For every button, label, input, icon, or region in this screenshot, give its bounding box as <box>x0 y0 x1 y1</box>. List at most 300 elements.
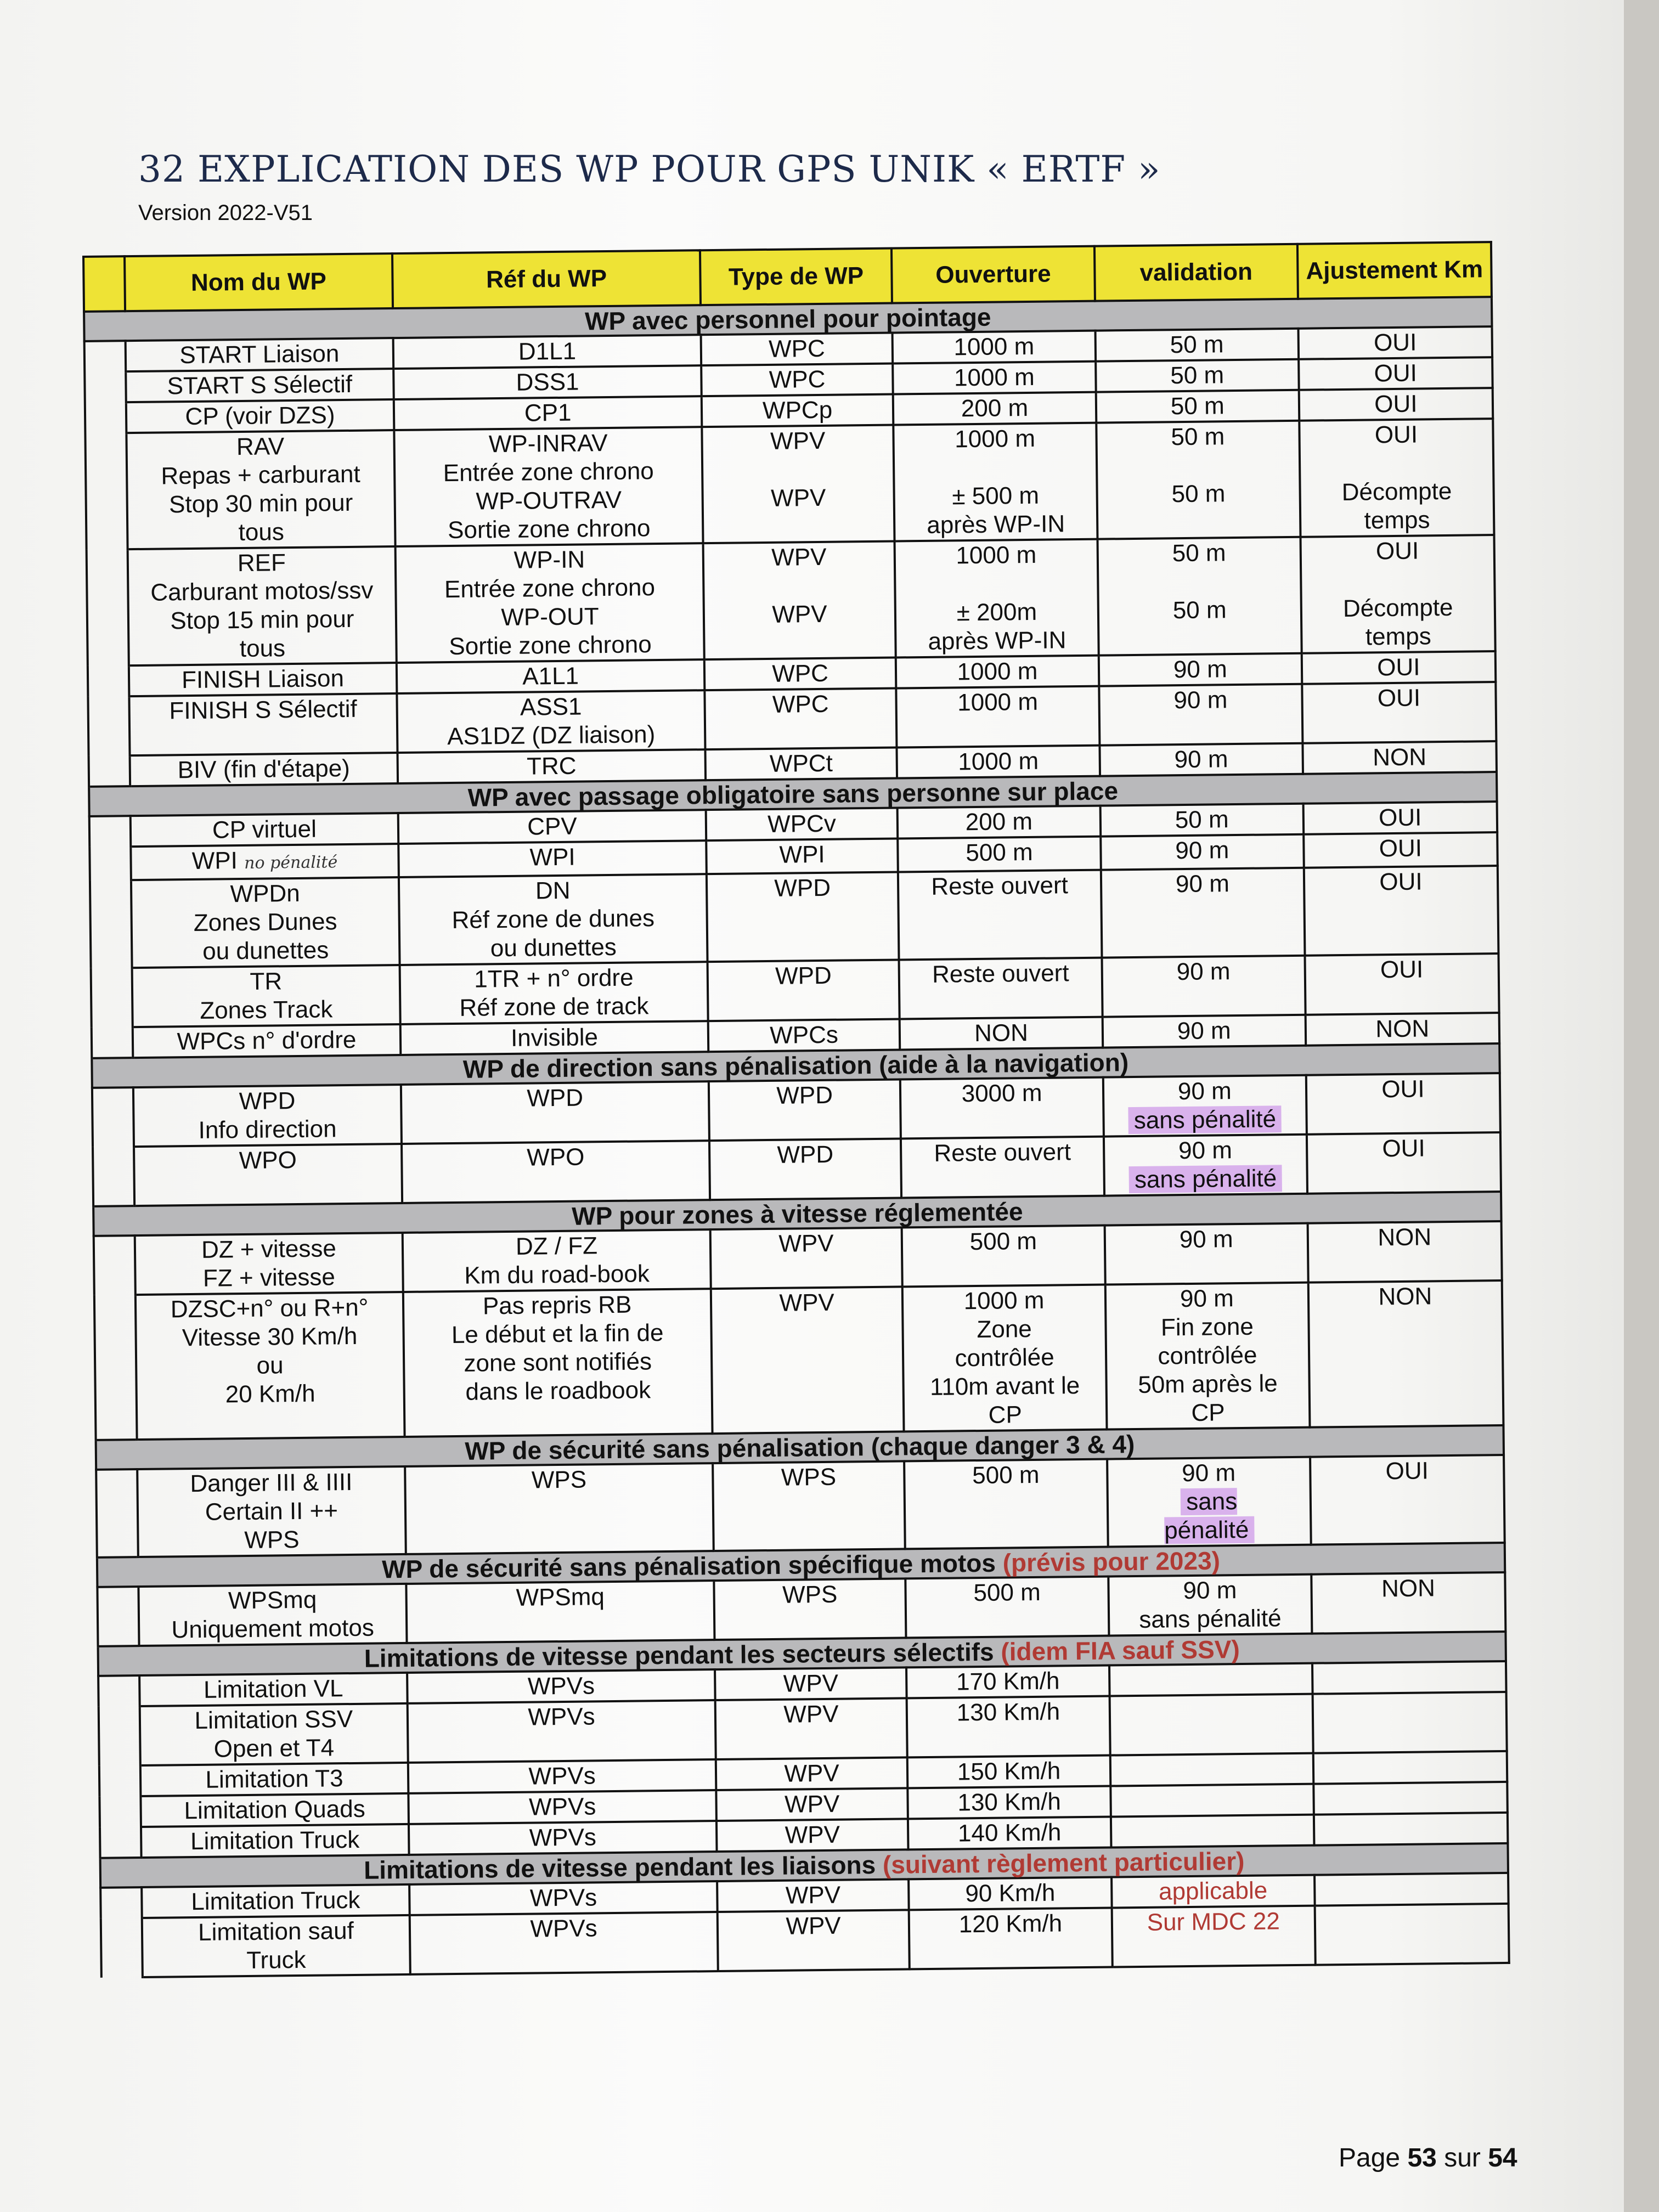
table-cell <box>908 1817 1111 1850</box>
cell-value: WPV <box>778 1229 834 1257</box>
table-cell <box>706 838 898 874</box>
table-cell <box>906 1666 1109 1699</box>
table-cell <box>1110 1753 1313 1786</box>
footer-total-pages: 54 <box>1488 2143 1517 2172</box>
cell-value: OUI <box>1373 329 1417 357</box>
row-gutter <box>85 402 126 433</box>
cell-value: Sur MDC 22 <box>1147 1908 1280 1936</box>
table-cell <box>1111 1815 1314 1848</box>
cell-value: 50 m 50 m <box>1172 539 1227 624</box>
document-version: Version 2022-V51 <box>138 201 313 225</box>
cell-value: WPO <box>527 1143 585 1171</box>
table-cell <box>898 837 1101 872</box>
cell-value: NON <box>1381 1575 1436 1602</box>
table-cell <box>1305 1013 1499 1046</box>
row-gutter <box>99 1765 140 1797</box>
cell-value: WPV WPV <box>770 427 826 512</box>
wp-table <box>82 241 1510 1979</box>
table-cell <box>896 656 1099 689</box>
cell-value: applicable <box>1158 1877 1268 1905</box>
row-gutter <box>92 1087 134 1147</box>
table-cell <box>1307 1221 1502 1283</box>
cell-value: 90 m Fin zone contrôlée 50m après le CP <box>1138 1285 1278 1426</box>
cell-value: CP virtuel <box>212 815 317 844</box>
section-title: WP de direction sans pénalisation (aide à la navigation) <box>462 1048 1129 1084</box>
cell-value: Limitation Truck <box>190 1826 360 1855</box>
table-cell <box>398 749 706 783</box>
cell-value: 90 m <box>1175 870 1230 898</box>
table-cell <box>1302 741 1497 774</box>
cell-value: 90 Km/h <box>965 1879 1056 1908</box>
row-gutter <box>97 1587 139 1646</box>
cell-value: WPDn Zones Dunes ou dunettes <box>193 879 337 965</box>
table-cell <box>140 1763 409 1796</box>
table-cell <box>397 690 705 753</box>
table-cell <box>900 1077 1104 1139</box>
table-body <box>84 297 1509 1978</box>
cell-value: NON <box>974 1019 1029 1047</box>
table-cell <box>907 1756 1110 1788</box>
header-cell: validation <box>1094 244 1298 301</box>
cell-value: WPO <box>239 1146 297 1175</box>
cell-value: 90 m sans pénalité <box>1139 1577 1282 1633</box>
table-cell <box>893 423 1097 541</box>
row-gutter <box>89 847 131 881</box>
cell-value: 90 m <box>1182 1459 1236 1487</box>
cell-value: OUI <box>1379 868 1423 896</box>
cell-value: 90 m <box>1177 1077 1232 1105</box>
cell-value: Reste ouvert <box>934 1138 1071 1167</box>
table-cell <box>702 425 894 544</box>
table-cell <box>716 1788 908 1821</box>
table-cell <box>1299 388 1493 421</box>
cell-value: 90 m <box>1179 1226 1233 1254</box>
table-cell <box>1097 537 1301 656</box>
table-cell <box>1095 329 1298 362</box>
table-cell <box>398 840 707 877</box>
cell-value: START S Sélectif <box>167 370 353 400</box>
table-cell <box>140 1793 409 1827</box>
table-cell <box>716 1757 908 1790</box>
cell-value: BIV (fin d'étape) <box>177 754 351 784</box>
cell-value: OUI <box>1376 653 1420 681</box>
table-cell <box>1312 1661 1506 1694</box>
table-cell <box>907 1696 1110 1758</box>
table-cell <box>403 1289 713 1437</box>
page-footer <box>1339 2143 1517 2173</box>
table-cell <box>393 365 702 399</box>
row-gutter <box>87 549 129 666</box>
cell-value: WPS <box>781 1463 837 1491</box>
cell-value: 200 m <box>965 808 1033 836</box>
table-cell <box>1304 866 1499 956</box>
cell-value: WPV <box>784 1790 840 1818</box>
table-cell <box>718 1910 910 1971</box>
table-cell <box>142 1884 410 1918</box>
table-cell <box>909 1877 1111 1910</box>
table-cell <box>1308 1280 1503 1427</box>
cell-value: 1000 m ± 500 m après WP-IN <box>927 425 1065 539</box>
cell-value: WPI <box>779 840 825 868</box>
table-cell <box>1303 802 1497 834</box>
table-cell <box>1310 1455 1505 1545</box>
table-cell <box>709 1079 901 1141</box>
cell-value: WPCp <box>762 396 833 425</box>
table-cell <box>407 1669 715 1703</box>
table-cell <box>399 874 708 965</box>
cell-value: WPVs <box>529 1884 597 1912</box>
table-cell <box>898 870 1102 960</box>
section-title: Limitations de vitesse pendant les liaisons <box>363 1850 876 1884</box>
cell-value: WPC <box>772 659 829 687</box>
cell-value: 130 Km/h <box>956 1698 1060 1726</box>
table-cell <box>1299 357 1493 390</box>
cell-value: OUI <box>1374 390 1418 418</box>
cell-value: TRC <box>526 752 577 780</box>
table-cell <box>716 1819 909 1852</box>
highlighted-remark: sans pénalité <box>1128 1105 1282 1134</box>
cell-value: OUI <box>1378 804 1422 832</box>
cell-value: CP1 <box>524 399 572 427</box>
cell-value: OUI <box>1374 359 1418 387</box>
cell-value: WP-IN Entrée zone chrono WP-OUT Sortie zone chrono <box>444 546 656 661</box>
cell-value: CP (voir DZS) <box>185 402 335 431</box>
cell-value: OUI <box>1380 956 1424 984</box>
table-cell <box>400 1021 709 1055</box>
table-cell <box>396 543 704 663</box>
table-cell <box>394 427 703 546</box>
cell-value: TR Zones Track <box>200 968 333 1024</box>
table-cell <box>1313 1782 1508 1815</box>
table-cell <box>126 430 395 549</box>
table-row <box>85 419 1494 550</box>
header-cell: Type de WP <box>700 249 892 306</box>
cell-value: WPD <box>527 1084 584 1112</box>
cell-value: 120 Km/h <box>958 1910 1063 1938</box>
cell-value: WPCs n° d'ordre <box>177 1026 357 1056</box>
cell-value: DZ / FZ Km du road-book <box>464 1232 650 1289</box>
cell-value: WPCs <box>769 1021 839 1049</box>
table-cell <box>126 369 394 402</box>
table-cell <box>403 1229 711 1292</box>
table-cell <box>1099 684 1302 746</box>
cell-value: Limitation SSV Open et T4 <box>194 1705 353 1763</box>
table-cell <box>135 1233 403 1295</box>
table-cell <box>405 1463 714 1554</box>
cell-value: WPVs <box>527 1672 595 1700</box>
table-cell <box>1099 743 1302 776</box>
section-note: (prévis pour 2023) <box>1002 1546 1221 1577</box>
cell-value: FINISH Liaison <box>181 665 345 694</box>
table-cell <box>714 1578 906 1640</box>
table-cell <box>1314 1813 1508 1846</box>
cell-value: WPSmq <box>516 1583 605 1611</box>
row-gutter <box>99 1706 140 1766</box>
cell-value: WPVs <box>529 1824 597 1852</box>
footer-page-label: Page <box>1339 2143 1401 2172</box>
table-cell <box>1107 1457 1311 1547</box>
cell-value: NON <box>1378 1223 1432 1251</box>
row-gutter <box>88 665 129 697</box>
header-cell: Ajustement Km <box>1297 242 1492 299</box>
table-cell <box>1096 390 1299 423</box>
table-cell <box>1103 1015 1306 1048</box>
row-gutter <box>94 1295 137 1440</box>
table-cell <box>706 808 898 840</box>
cell-value: WPV <box>785 1821 840 1849</box>
table-cell <box>703 541 896 660</box>
table-cell <box>410 1912 718 1974</box>
row-gutter <box>101 1918 143 1978</box>
table-cell <box>136 1292 405 1440</box>
table-cell <box>139 1673 408 1706</box>
table-cell <box>401 1081 709 1144</box>
section-note: (suivant règlement particulier) <box>882 1846 1245 1879</box>
cell-value: 150 Km/h <box>957 1757 1061 1786</box>
table-cell <box>1311 1572 1505 1634</box>
cell-value: WPD Info direction <box>198 1087 337 1144</box>
table-cell <box>1313 1751 1507 1784</box>
cell-value: WPV <box>783 1700 839 1728</box>
table-cell <box>408 1759 716 1793</box>
cell-value: CPV <box>527 812 577 840</box>
table-cell <box>1301 651 1496 684</box>
table-cell <box>130 813 398 847</box>
table-cell <box>1112 1906 1316 1967</box>
cell-value: WPC <box>769 365 826 393</box>
table-cell <box>1099 653 1302 686</box>
table-cell <box>709 1138 901 1200</box>
table-row <box>87 535 1496 666</box>
table-cell <box>706 748 898 781</box>
table-cell <box>1300 535 1495 653</box>
cell-value: WPD <box>776 1081 833 1109</box>
row-gutter <box>99 1796 140 1827</box>
table-cell <box>710 1227 902 1289</box>
cell-value: 170 Km/h <box>956 1667 1060 1696</box>
table-cell <box>895 539 1099 658</box>
table-row <box>90 866 1499 968</box>
cell-value: 1000 m <box>957 688 1039 716</box>
cell-value: 50 m <box>1170 392 1224 420</box>
cell-value: OUI Décompte temps <box>1341 421 1452 534</box>
row-gutter <box>96 1469 138 1558</box>
table-cell <box>131 877 400 968</box>
table-cell <box>409 1821 717 1855</box>
table-cell <box>1312 1692 1506 1753</box>
table-cell <box>137 1466 406 1557</box>
cell-value: WPVs <box>528 1762 596 1790</box>
row-gutter <box>92 1027 133 1058</box>
table-cell <box>704 658 896 691</box>
table-cell <box>125 338 393 371</box>
cell-value: WPVs <box>528 1703 595 1731</box>
table-cell <box>704 689 896 750</box>
cell-value: WPC <box>772 690 829 718</box>
table-cell <box>1104 1135 1307 1196</box>
cell-value: OUI <box>1385 1457 1429 1485</box>
table-cell <box>905 1577 1109 1638</box>
table-cell <box>132 965 400 1027</box>
table-cell <box>134 1144 402 1206</box>
cell-value: WPV <box>786 1912 841 1940</box>
row-gutter <box>100 1887 142 1918</box>
cell-value: ASS1 AS1DZ (DZ liaison) <box>447 693 656 751</box>
row-gutter <box>89 816 131 847</box>
table-cell <box>408 1790 716 1824</box>
cell-value: Limitation VL <box>203 1675 343 1703</box>
cell-value: WPS <box>531 1466 587 1494</box>
table-cell <box>1299 419 1494 537</box>
table-cell <box>1096 359 1299 392</box>
wp-table-wrapper <box>82 241 1511 2055</box>
cell-value: 1000 m <box>957 657 1038 686</box>
table-cell <box>1306 1073 1500 1135</box>
table-cell <box>1109 1663 1312 1696</box>
cell-value: 50 m 50 m <box>1171 423 1226 508</box>
cell-value: 50 m <box>1170 362 1224 390</box>
cell-value: WPVs <box>530 1915 597 1943</box>
table-cell <box>711 1286 904 1434</box>
table-cell <box>702 394 894 427</box>
cell-value: Limitation Truck <box>191 1886 360 1916</box>
cell-value: 1TR + n° ordre Réf zone de track <box>459 964 649 1022</box>
cell-value: Limitation sauf Truck <box>198 1917 354 1974</box>
table-row <box>94 1280 1504 1440</box>
cell-value: Invisible <box>510 1024 599 1052</box>
cell-value: DSS1 <box>516 368 579 396</box>
section-title: WP de sécurité sans pénalisation (chaque danger 3 & 4) <box>465 1430 1135 1465</box>
table-cell <box>904 1459 1108 1549</box>
table-cell <box>1096 421 1300 539</box>
row-gutter <box>84 341 126 372</box>
table-cell <box>909 1908 1113 1970</box>
table-cell <box>138 1584 407 1646</box>
row-gutter <box>100 1827 141 1858</box>
cell-value: WPD <box>777 1141 834 1169</box>
cell-value: D1L1 <box>518 337 577 365</box>
cell-value: 50 m <box>1175 806 1229 834</box>
cell-value: 500 m <box>973 1578 1041 1607</box>
table-cell <box>129 753 398 786</box>
table-cell <box>139 1703 408 1765</box>
table-cell <box>408 1700 716 1763</box>
table-cell <box>1110 1784 1313 1817</box>
cell-value: WPV <box>779 1289 835 1317</box>
table-cell <box>1302 682 1496 743</box>
table-cell <box>717 1879 909 1912</box>
table-cell <box>708 1019 900 1052</box>
cell-value: 90 m <box>1176 958 1231 986</box>
table-cell <box>127 546 396 665</box>
table-cell <box>393 335 702 369</box>
cell-value: WPI <box>191 847 238 874</box>
table-cell <box>402 1141 710 1203</box>
cell-value: DZ + vitesse FZ + vitesse <box>201 1235 337 1292</box>
table-cell <box>1304 832 1498 868</box>
table-cell <box>133 1024 401 1058</box>
table-cell <box>701 333 893 366</box>
table-cell <box>1314 1873 1509 1906</box>
cell-value: Limitation T3 <box>205 1765 343 1793</box>
table-cell <box>715 1698 907 1759</box>
table-cell <box>133 1085 402 1147</box>
table-cell <box>1101 834 1304 870</box>
cell-value: 500 m <box>966 838 1033 867</box>
cell-value: 90 m <box>1173 656 1228 684</box>
table-cell <box>1101 804 1304 837</box>
cell-value: 500 m <box>972 1461 1040 1489</box>
cell-value: OUI <box>1381 1075 1425 1103</box>
table-cell <box>897 746 1100 778</box>
cell-value: Reste ouvert <box>931 872 1069 900</box>
table-cell <box>141 1824 409 1858</box>
table-cell <box>898 806 1101 839</box>
table-cell <box>900 1017 1103 1050</box>
cell-value: NON <box>1378 1283 1432 1311</box>
table-cell <box>1105 1283 1310 1430</box>
row-gutter <box>93 1147 134 1206</box>
cell-value: WPI <box>529 843 575 871</box>
cell-value: 130 Km/h <box>957 1788 1062 1816</box>
table-cell <box>142 1915 410 1977</box>
table-cell <box>409 1881 718 1915</box>
cell-value: 140 Km/h <box>957 1819 1062 1847</box>
table-cell <box>394 396 702 430</box>
cell-value: 90 m <box>1173 686 1228 714</box>
cell-value: WPD <box>774 874 831 902</box>
footer-page-number: 53 <box>1407 2143 1437 2172</box>
table-row <box>96 1455 1505 1558</box>
header-cell: Nom du WP <box>125 253 393 311</box>
cell-value: Pas repris RB Le début et la fin de zone sont notifiés dans le roadbook <box>451 1291 664 1406</box>
table-cell <box>1305 953 1499 1015</box>
cell-value: REF Carburant motos/ssv Stop 15 min pour tous <box>150 549 374 663</box>
table-cell <box>899 958 1103 1019</box>
table-cell <box>902 1226 1105 1287</box>
cell-value: WPV WPV <box>771 543 827 628</box>
table-cell <box>902 1285 1107 1432</box>
row-gutter <box>94 1235 136 1295</box>
table-cell <box>398 810 707 844</box>
table-cell <box>400 962 708 1024</box>
section-title: WP de sécurité sans pénalisation spécifique motos <box>381 1548 996 1584</box>
cell-value: WPCv <box>767 810 837 838</box>
table-cell <box>893 362 1096 394</box>
table-cell <box>1105 1223 1308 1285</box>
cell-value: Danger III & IIII Certain II ++ WPS <box>190 1468 353 1554</box>
cell-value: Reste ouvert <box>932 960 1069 988</box>
table-cell <box>708 960 900 1021</box>
cell-value: DZSC+n° ou R+n° Vitesse 30 Km/h ou 20 Km/h <box>170 1294 369 1408</box>
section-title: WP pour zones à vitesse réglementée <box>571 1197 1023 1231</box>
table-cell <box>907 1786 1110 1819</box>
cell-value: A1L1 <box>522 662 579 690</box>
cell-value: 1000 m ± 200m après WP-IN <box>928 541 1066 655</box>
table-cell <box>129 693 397 755</box>
header-cell: Ouverture <box>891 246 1095 303</box>
table-cell <box>896 686 1099 748</box>
table-cell <box>1108 1575 1312 1636</box>
table-cell <box>1102 956 1305 1017</box>
table-cell <box>1110 1694 1313 1756</box>
row-gutter <box>98 1675 139 1707</box>
table-cell <box>406 1581 714 1643</box>
table-cell <box>129 663 397 696</box>
table-cell <box>713 1461 905 1551</box>
cell-value: 1000 m <box>958 747 1039 776</box>
table-cell <box>893 331 1096 364</box>
